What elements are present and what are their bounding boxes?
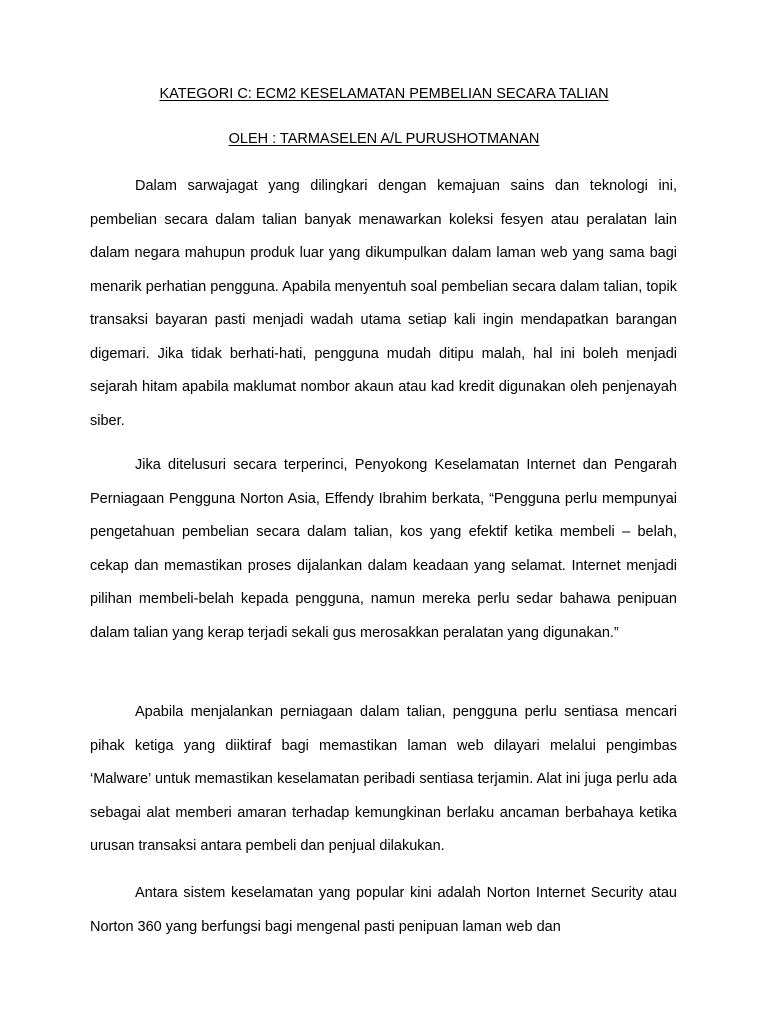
paragraph-3: Apabila menjalankan perniagaan dalam talian, pengguna perlu sentiasa mencari pihak ketiga yang diiktiraf bagi memastikan laman web dilayari melalui pengimbas ‘Malware’ untuk memastikan keselamatan peribadi sentiasa terjamin. Alat ini juga perlu ada sebagai alat memberi amaran terhadap kemungkinan berlaku ancaman berbahaya ketika urusan transaksi antara pembeli dan penjual dilakukan. xyxy=(90,704,677,854)
paragraph-1: Dalam sarwajagat yang dilingkari dengan kemajuan sains dan teknologi ini, pembelian secara dalam talian banyak menawarkan koleksi fesyen atau peralatan lain dalam negara mahupun produk luar yang dikumpulkan dalam laman web yang sama bagi menarik perhatian pengguna. Apabila menyentuh soal pembelian secara dalam talian, topik transaksi bayaran pasti menjadi wadah utama setiap kali ingin mendapatkan barangan digemari. Jika tidak berhati-hati, pengguna mudah ditipu malah, hal ini boleh menjadi sejarah hitam apabila maklumat nombor akaun atau kad kredit digunakan oleh penjenayah siber. xyxy=(90,178,677,429)
document-title: KATEGORI C: ECM2 KESELAMATAN PEMBELIAN SECARA TALIAN xyxy=(159,86,609,102)
author-line: OLEH : TARMASELEN A/L PURUSHOTMANAN xyxy=(228,131,540,147)
paragraph-4: Antara sistem keselamatan yang popular kini adalah Norton Internet Security atau Norton 360 yang berfungsi bagi mengenal pasti penipuan laman web dan xyxy=(90,885,677,935)
paragraph-2: Jika ditelusuri secara terperinci, Penyokong Keselamatan Internet dan Pengarah Perniagaan Pengguna Norton Asia, Effendy Ibrahim berkata, “Pengguna perlu mempunyai pengetahuan pembelian secara dalam talian, kos yang efektif ketika membeli – belah, cekap dan memastikan proses dijalankan dalam keadaan yang selamat. Internet menjadi pilihan membeli-belah kepada pengguna, namun mereka perlu sedar bahawa penipuan dalam talian yang kerap terjadi sekali gus merosakkan peralatan yang digunakan.” xyxy=(90,457,677,641)
